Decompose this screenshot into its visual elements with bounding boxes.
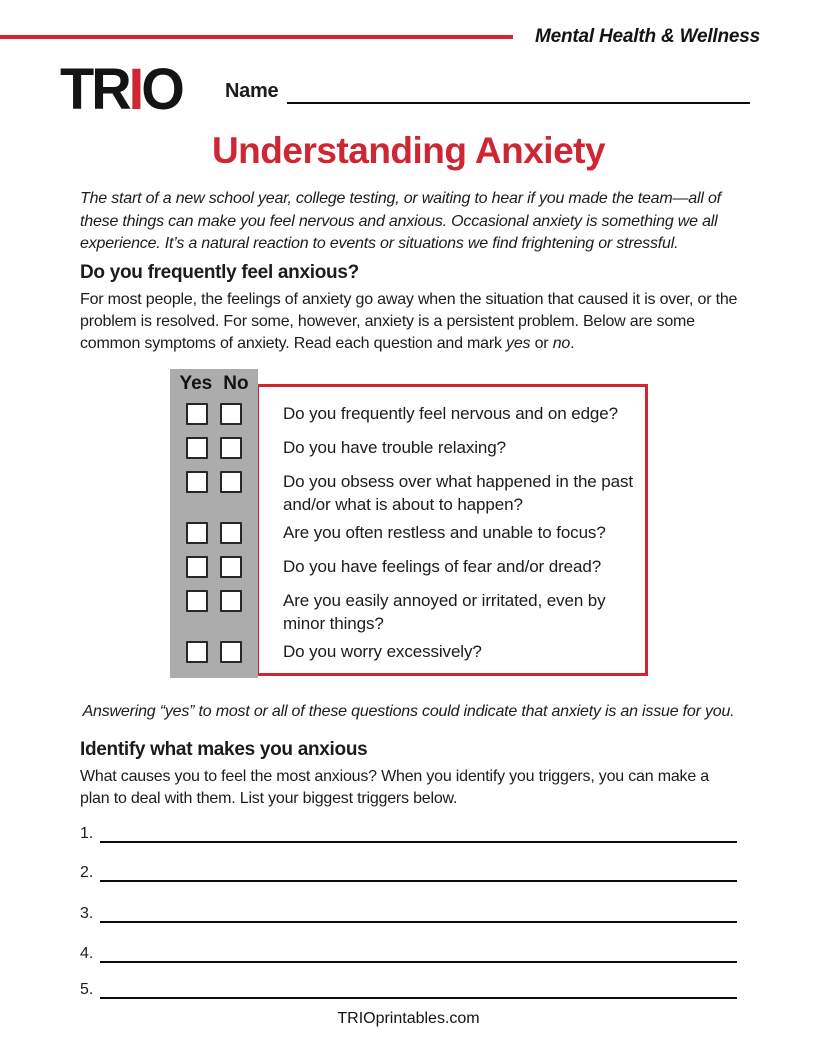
trigger-line [80,979,737,999]
name-field-row [225,80,750,104]
question-text: Do you have trouble relaxing? [283,438,506,457]
logo-part-i: I [128,55,142,122]
name-input-line[interactable] [287,82,750,104]
anxiety-checklist-table [170,369,648,678]
trigger-input-line[interactable] [100,862,737,882]
trigger-input-line[interactable] [100,979,737,999]
question-row [170,521,648,544]
yes-checkbox[interactable] [186,590,208,612]
question-row [170,589,648,635]
no-checkbox[interactable] [220,556,242,578]
no-checkbox[interactable] [220,403,242,425]
header [0,26,760,48]
category-label: Mental Health & Wellness [534,26,760,47]
yes-column-label: Yes [179,373,213,394]
checkbox-pair [170,589,258,612]
yes-checkbox[interactable] [186,522,208,544]
question-row [170,470,648,516]
logo-part-o: O [141,55,182,122]
trigger-input-line[interactable] [100,823,737,843]
question-text: Are you often restless and unable to focus? [283,523,606,542]
no-checkbox[interactable] [220,522,242,544]
trigger-line [80,943,737,963]
yes-word: yes [506,335,531,352]
trio-logo [60,55,182,122]
no-column-label: No [223,373,249,394]
yes-checkbox[interactable] [186,403,208,425]
yes-checkbox[interactable] [186,556,208,578]
checkbox-pair [170,402,258,425]
section2-heading: Identify what makes you anxious [80,739,368,760]
checkbox-pair [170,555,258,578]
trigger-number: 1. [80,825,94,842]
question-row [170,555,648,578]
question-text: Do you worry excessively? [283,642,482,661]
trigger-line [80,823,737,843]
question-text: Do you frequently feel nervous and on edge? [283,404,618,423]
section1-body-middle: or [530,335,553,352]
question-row [170,436,648,459]
name-label: Name [225,80,279,102]
trigger-number: 4. [80,945,94,962]
section2-body: What causes you to feel the most anxious? When you identify you triggers, you can make a plan to deal with them. List your biggest triggers below. [80,768,709,807]
trigger-line [80,903,737,923]
trigger-line [80,862,737,882]
trigger-number: 5. [80,981,94,998]
checkbox-pair [170,521,258,544]
section1-body-suffix: . [570,335,575,352]
yes-checkbox[interactable] [186,641,208,663]
section1-heading: Do you frequently feel anxious? [80,262,359,283]
question-text: Are you easily annoyed or irritated, even by minor things? [283,591,606,633]
no-checkbox[interactable] [220,590,242,612]
logo-part-tr: TR [60,55,129,122]
checklist-note: Answering “yes” to most or all of these questions could indicate that anxiety is an issue for you. [82,703,735,720]
footer-url: TRIOprintables.com [337,1010,480,1027]
trigger-number: 3. [80,905,94,922]
checkbox-pair [170,436,258,459]
intro-paragraph: The start of a new school year, college testing, or waiting to hear if you made the team—all of these things can make you feel nervous and anxious. Occasional anxiety is something we all experience. It’s a natural reaction to events or situations we find frightening or stressful. [80,190,721,252]
section1-body [80,289,740,355]
no-word: no [552,335,571,352]
section1-body-prefix: For most people, the feelings of anxiety go away when the situation that caused it is over, or the problem is resolved. For some, however, anxiety is a persistent problem. Below are some common symptoms of anxiety. Read each question and mark [80,291,738,352]
header-rule [0,35,513,39]
no-checkbox[interactable] [220,641,242,663]
yes-no-header [170,372,258,396]
trigger-input-line[interactable] [100,903,737,923]
question-text: Do you have feelings of fear and/or dread? [283,557,602,576]
question-row [170,640,648,663]
yes-checkbox[interactable] [186,437,208,459]
checkbox-pair [170,470,258,493]
trigger-input-line[interactable] [100,943,737,963]
checklist-content [170,369,648,663]
page-title: Understanding Anxiety [211,130,606,171]
no-checkbox[interactable] [220,471,242,493]
yes-checkbox[interactable] [186,471,208,493]
checkbox-pair [170,640,258,663]
trigger-number: 2. [80,864,94,881]
question-text: Do you obsess over what happened in the past and/or what is about to happen? [283,472,634,514]
no-checkbox[interactable] [220,437,242,459]
question-row [170,402,648,425]
